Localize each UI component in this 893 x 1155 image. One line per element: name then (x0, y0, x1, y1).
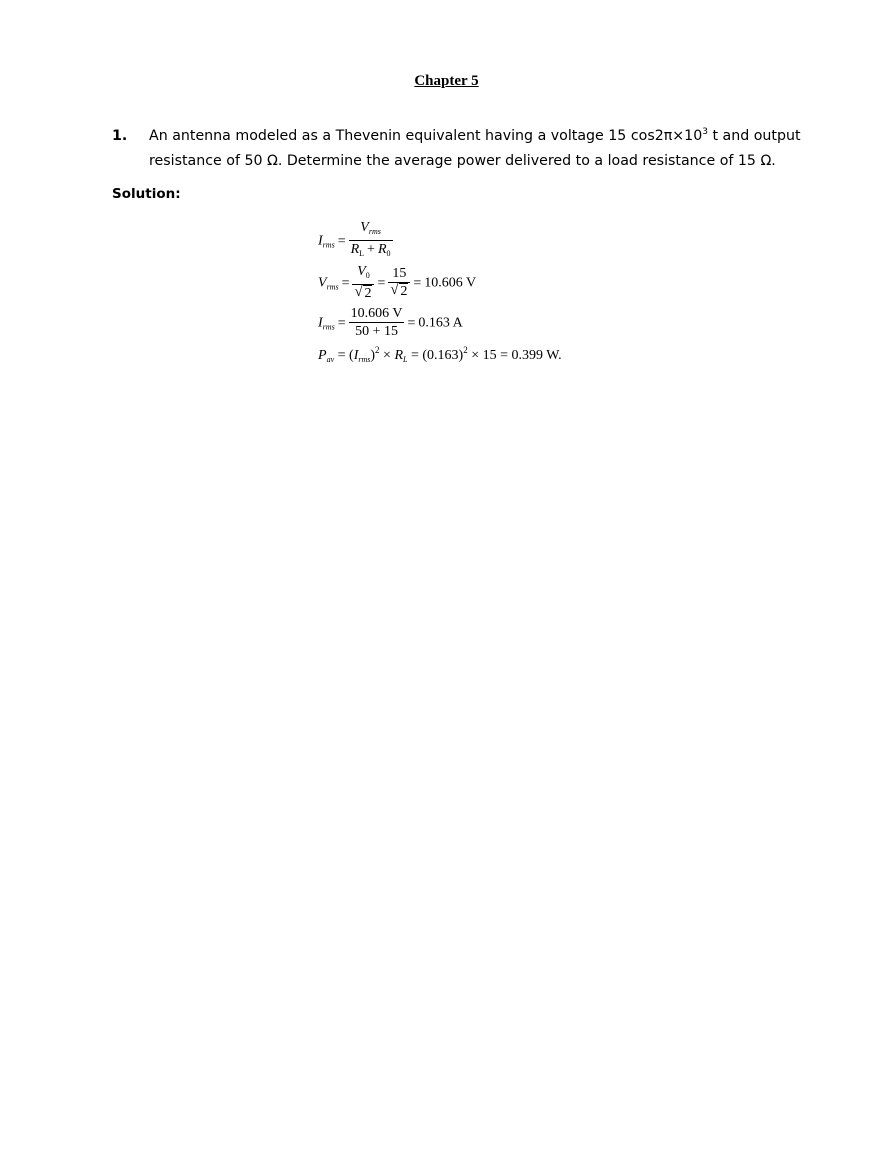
eq1-equals: = (337, 233, 346, 249)
eq2-result: 10.606 V (424, 275, 477, 291)
eq1-denominator (349, 241, 393, 263)
eq4-i-sub: rms (358, 355, 371, 364)
eq2-num2: 15 (388, 266, 410, 283)
equation-4 (318, 345, 562, 364)
eq3-lhs-sub: rms (322, 322, 335, 332)
eq3-result: 0.163 A (418, 315, 463, 331)
eq3-num: 10.606 V (350, 306, 403, 321)
eq3-equals-2: = (407, 315, 416, 331)
eq2-denominator-2 (388, 283, 410, 301)
eq1-den-op: + (367, 242, 375, 257)
eq1-lhs-sub: rms (322, 240, 335, 250)
eq1-numerator (349, 220, 393, 241)
eq4-r-sub: L (403, 355, 408, 364)
eq4-text-4: = (0.163) (407, 348, 464, 363)
eq2-fraction-2 (388, 266, 410, 301)
eq1-den-a-sub: L (359, 249, 365, 258)
eq1-num-sub: rms (368, 227, 381, 236)
eq4-r: R (394, 348, 404, 363)
equation-2 (318, 264, 476, 303)
solution-label: Solution: (112, 186, 181, 202)
eq2-lhs: V (318, 275, 327, 291)
eq2-equals: = (341, 275, 350, 291)
chapter-title: Chapter 5 (414, 73, 479, 89)
eq4-text-5: × 15 = 0.399 W. (467, 348, 562, 363)
eq4-lhs: P (318, 348, 327, 363)
problem-text (149, 124, 801, 174)
problem-line-1 (149, 124, 801, 149)
eq2-equals-3: = (413, 275, 422, 291)
eq4-i: I (353, 348, 359, 363)
eq3-lhs: I (318, 315, 323, 331)
problem-number: 1. (112, 128, 128, 144)
eq1-num: V (360, 220, 369, 235)
equation-3 (318, 306, 463, 341)
eq4-square-1: 2 (375, 345, 380, 355)
eq1-den-a: R (350, 242, 360, 257)
eq4-text-1: = ( (334, 348, 354, 363)
eq1-fraction (349, 220, 393, 263)
eq2-lhs-sub: rms (326, 282, 339, 292)
problem-exponent: 3 (702, 127, 708, 137)
sqrt-symbol: √ 2 (390, 282, 408, 299)
eq3-equals: = (337, 315, 346, 331)
eq3-fraction (349, 306, 405, 341)
equation-1 (318, 220, 393, 263)
eq1-den-b-sub: 0 (386, 249, 391, 258)
eq4-text-2: ) (370, 348, 376, 363)
eq3-den: 50 + 15 (355, 324, 398, 339)
sqrt-symbol: √ 2 (354, 284, 372, 301)
eq4-square-2: 2 (463, 345, 468, 355)
eq2-den1: 2 (364, 286, 372, 301)
problem-line-2: resistance of 50 Ω. Determine the average power delivered to a load resistance of 15 Ω. (149, 153, 776, 169)
eq2-fraction-1 (352, 264, 374, 303)
eq2-num1-sub: 0 (365, 271, 370, 280)
eq2-numerator-1 (352, 264, 374, 285)
eq2-den2: 2 (400, 284, 408, 299)
problem-1 (112, 124, 801, 174)
eq4-lhs-sub: av (326, 355, 335, 364)
eq2-num1: V (357, 264, 366, 279)
eq2-equals-2: = (377, 275, 386, 291)
eq1-lhs: I (318, 233, 323, 249)
problem-line-1-end: t and output (707, 128, 801, 144)
problem-line-1-start: An antenna modeled as a Thevenin equivalent having a voltage 15 cos2π×10 (149, 128, 703, 144)
eq4-text-3: × (379, 348, 395, 363)
eq1-den-b: R (377, 242, 387, 257)
eq2-denominator-1 (352, 285, 374, 303)
